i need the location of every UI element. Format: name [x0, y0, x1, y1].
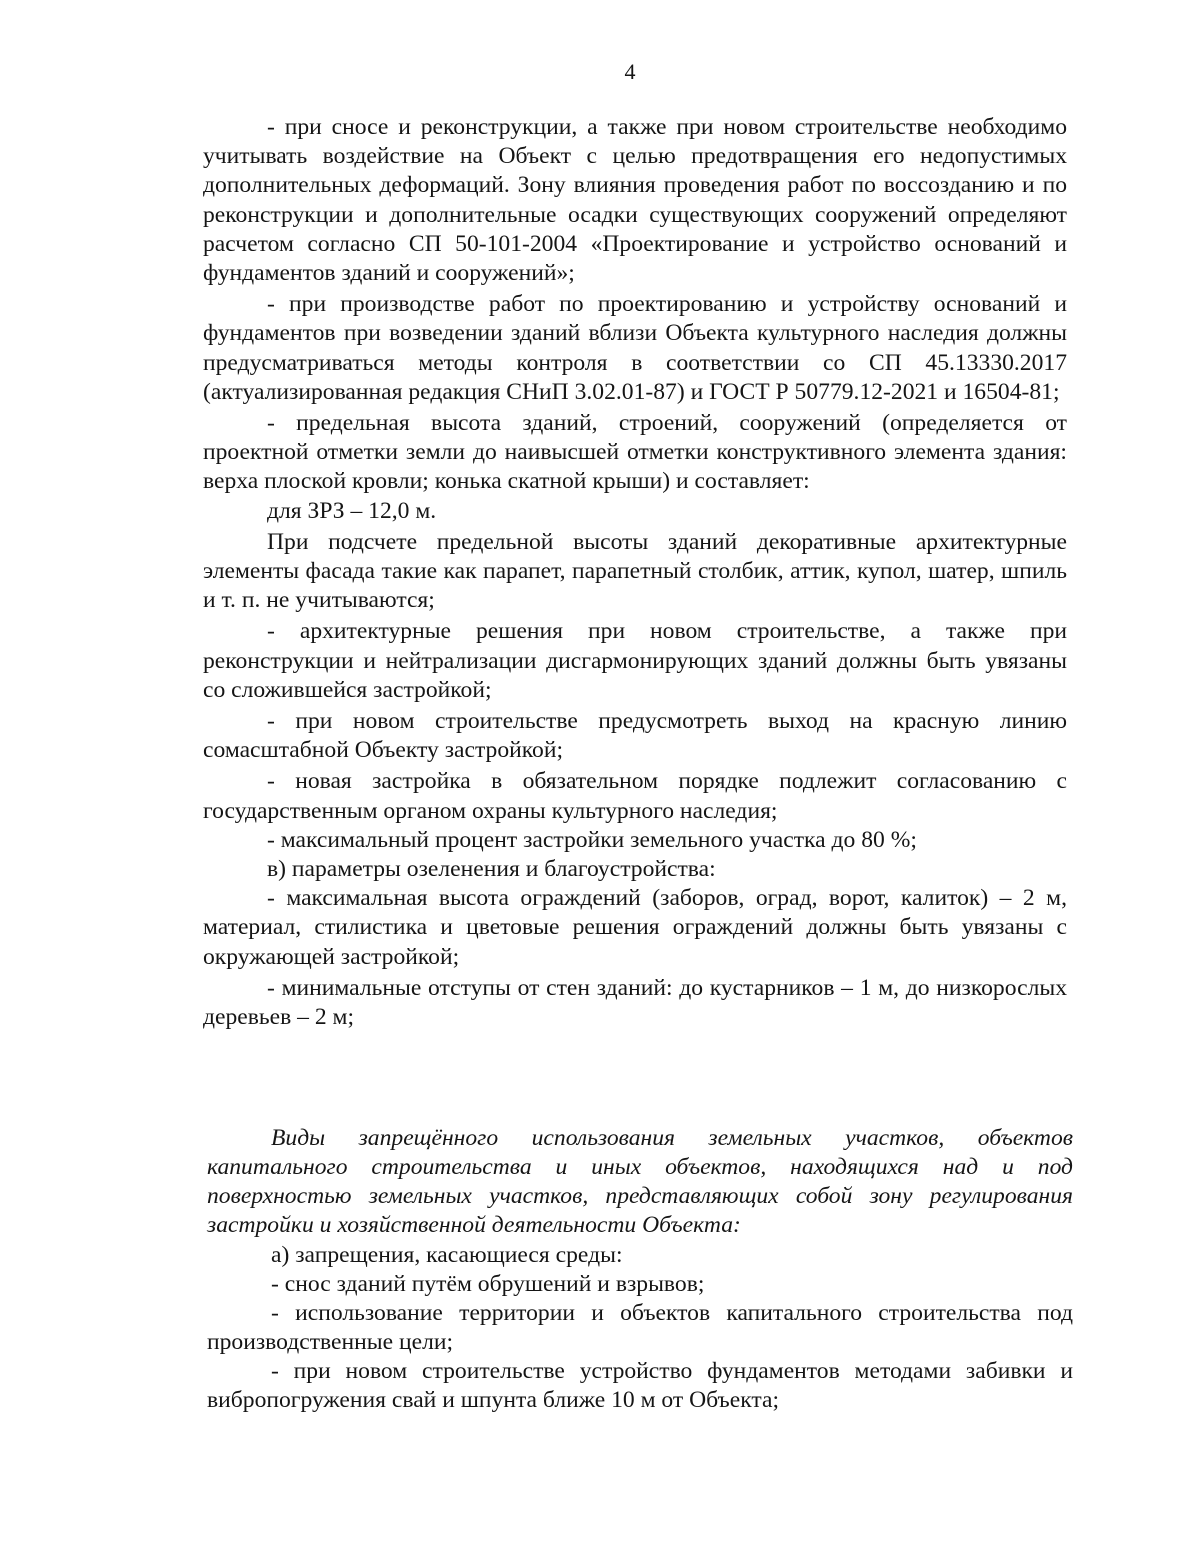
paragraph: - архитектурные решения при новом строительстве, а также при реконструкции и нейтрализации дисгармонирующих зданий должны быть увязаны со сложившейся застройкой; — [203, 618, 1067, 703]
paragraph: - снос зданий путём обрушений и взрывов; — [271, 1271, 705, 1297]
paragraph: - при новом строительстве предусмотреть выход на красную линию сомасштабной Объекту застройкой; — [203, 708, 1067, 764]
prohibited-uses-section — [207, 1124, 1073, 1415]
paragraph: - минимальные отступы от стен зданий: до кустарников – 1 м, до низкорослых деревьев – 2 м; — [203, 974, 1067, 1031]
paragraph: - при новом строительстве устройство фундаментов методами забивки и вибропогружения свай и шпунта ближе 10 м от Объекта; — [207, 1358, 1073, 1413]
paragraph: а) запрещения, касающиеся среды: — [271, 1242, 623, 1268]
paragraph: в) параметры озеленения и благоустройства: — [267, 856, 716, 883]
paragraph: При подсчете предельной высоты зданий декоративные архитектурные элементы фасада такие как парапет, парапетный столбик, аттик, купол, шатер, шпиль и т. п. не учитываются; — [203, 528, 1067, 614]
paragraph: - при производстве работ по проектированию и устройству оснований и фундаментов при возведении зданий вблизи Объекта культурного наследия должны предусматриваться методы контроля в соответствии со СП 45.13330.2017 (актуализированная редакция СНиП 3.02.01-87) и ГОСТ Р 50779.12-2021 и 16504-81; — [203, 291, 1067, 405]
paragraph: - новая застройка в обязательном порядке подлежит согласованию с государственным органом охраны культурного наследия; — [203, 768, 1067, 824]
paragraph: - при сносе и реконструкции, а также при новом строительстве необходимо учитывать воздействие на Объект с целью предотвращения его недопустимых дополнительных деформаций. Зону влияния проведения работ по воссозданию и по реконструкции и дополнительные осадки существующих сооружений определяют расчетом согласно СП 50-101-2004 «Проектирование и устройство оснований и фундаментов зданий и сооружений»; — [203, 114, 1067, 287]
paragraph: - максимальный процент застройки земельного участка до 80 %; — [267, 826, 917, 853]
paragraph: - предельная высота зданий, строений, сооружений (определяется от проектной отметки земли до наивысшей отметки конструктивного элемента здания: верха плоской кровли; конька скатной крыши) и составляет: — [203, 410, 1067, 495]
page-number: 4 — [624, 59, 636, 84]
section-heading: Виды запрещённого использования земельных участков, объектов капитального строительства и иных объектов, находящихся над и под поверхностью земельных участков, представляющих собой зону регулирования застройки и хозяйственной деятельности Объекта: — [207, 1125, 1073, 1238]
paragraph: - максимальная высота ограждений (заборов, оград, ворот, калиток) – 2 м, материал, стилистика и цветовые решения ограждений должны быть увязаны с окружающей застройкой; — [203, 885, 1067, 970]
paragraph: - использование территории и объектов капитального строительства под производственные цели; — [207, 1300, 1073, 1355]
paragraph: для ЗРЗ – 12,0 м. — [267, 497, 437, 524]
document-body — [203, 113, 1067, 1032]
